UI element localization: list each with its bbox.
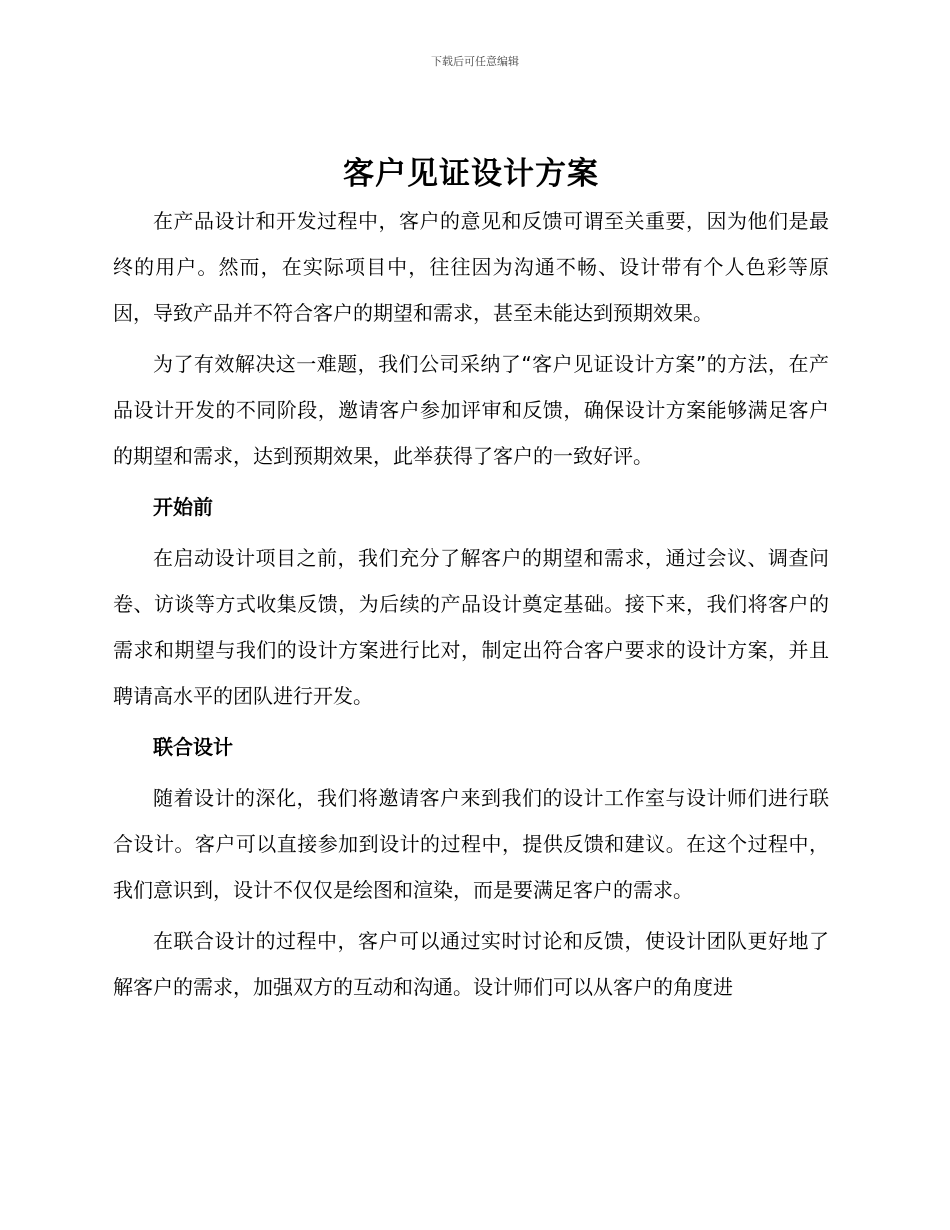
page-header-note: 下载后可任意编辑: [431, 55, 519, 68]
section-paragraph: 在启动设计项目之前，我们充分了解客户的期望和需求，通过会议、调查问卷、访谈等方式收集反馈，为后续的产品设计奠定基础。接下来，我们将客户的需求和期望与我们的设计方案进行比对，制定出符合客户要求的设计方案，并且聘请高水平的团队进行开发。: [113, 546, 829, 708]
section-heading: 开始前: [153, 495, 213, 519]
intro-paragraph: 在产品设计和开发过程中，客户的意见和反馈可谓至关重要，因为他们是最终的用户。然而，在实际项目中，往往因为沟通不畅、设计带有个人色彩等原因，导致产品并不符合客户的期望和需求，甚至未能达到预期效果。: [113, 209, 829, 325]
section-paragraph: 随着设计的深化，我们将邀请客户来到我们的设计工作室与设计师们进行联合设计。客户可以直接参加到设计的过程中，提供反馈和建议。在这个过程中，我们意识到，设计不仅仅是绘图和渲染，而是要满足客户的需求。: [113, 786, 829, 902]
intro-paragraph: 为了有效解决这一难题，我们公司采纳了“客户见证设计方案”的方法，在产品设计开发的不同阶段，邀请客户参加评审和反馈，确保设计方案能够满足客户的期望和需求，达到预期效果，此举获得了客户的一致好评。: [113, 352, 829, 468]
section-heading: 联合设计: [153, 735, 233, 759]
document-title: 客户见证设计方案: [343, 156, 599, 192]
document-body: [113, 150, 829, 1015]
section-before-start: [113, 484, 829, 719]
section-paragraph: 在联合设计的过程中，客户可以通过实时讨论和反馈，使设计团队更好地了解客户的需求，加强双方的互动和沟通。设计师们可以从客户的角度进: [113, 929, 829, 999]
section-joint-design: [113, 724, 829, 1010]
